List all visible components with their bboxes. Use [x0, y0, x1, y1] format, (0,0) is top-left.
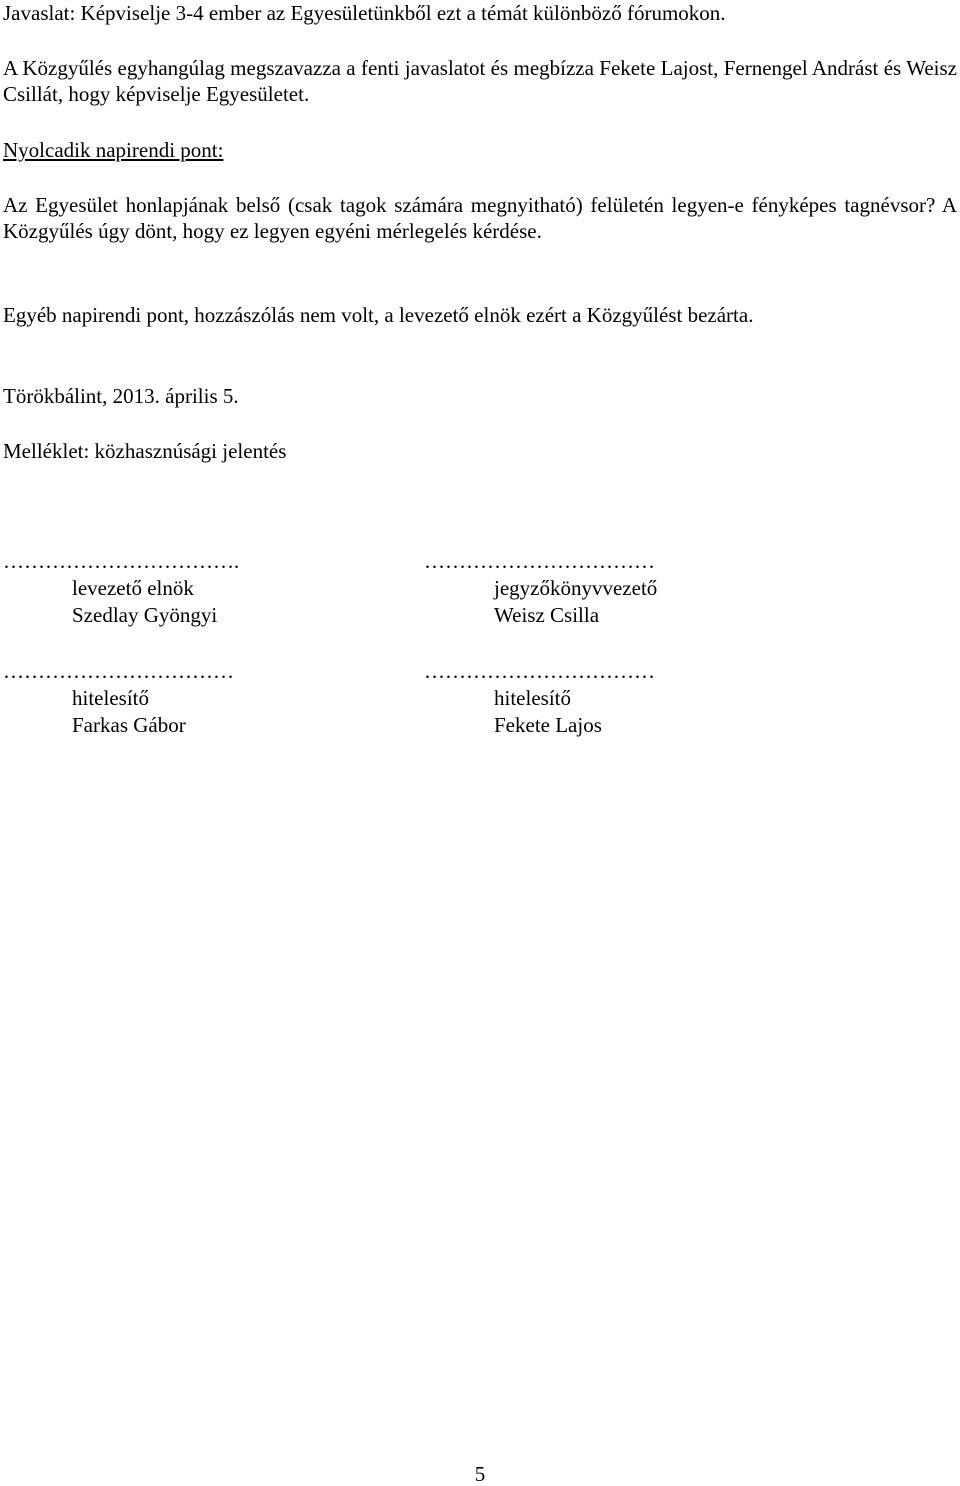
signature-role: hitelesítő [494, 686, 571, 710]
signature-line: …………………………… [424, 549, 655, 573]
signature-name: Farkas Gábor [72, 713, 186, 737]
agenda-heading: Nyolcadik napirendi pont: [3, 138, 224, 162]
place-date: Törökbálint, 2013. április 5. [3, 384, 239, 408]
agenda-paragraph: Az Egyesület honlapjának belső (csak tagok számára megnyitható) felületén legyen-e fényképes tagnévsor? A Közgyűlés úgy dönt, hogy ez legyen egyéni mérlegelés kérdése. [3, 193, 957, 243]
decision-paragraph: A Közgyűlés egyhangúlag megszavazza a fenti javaslatot és megbízza Fekete Lajost, Fernengel Andrást és Weisz Csillát, hogy képviselje Egyesületet. [3, 56, 957, 106]
signature-name: Szedlay Gyöngyi [72, 603, 218, 627]
signature-line: …………………………… [3, 659, 234, 683]
signature-role: hitelesítő [72, 686, 149, 710]
signature-role: levezető elnök [72, 576, 194, 600]
signature-name: Fekete Lajos [494, 713, 602, 737]
proposal-line: Javaslat: Képviselje 3-4 ember az Egyesületünkből ezt a témát különböző fórumokon. [3, 1, 726, 25]
signature-line: …………………………… [424, 659, 655, 683]
signature-role: jegyzőkönyvvezető [494, 576, 658, 600]
signature-name: Weisz Csilla [494, 603, 600, 627]
page-number: 5 [474, 1462, 486, 1486]
signature-line: ……………………………. [3, 549, 240, 573]
closing-paragraph: Egyéb napirendi pont, hozzászólás nem volt, a levezető elnök ezért a Közgyűlést bezárta. [3, 303, 754, 327]
attachment-note: Melléklet: közhasznúsági jelentés [3, 439, 287, 463]
